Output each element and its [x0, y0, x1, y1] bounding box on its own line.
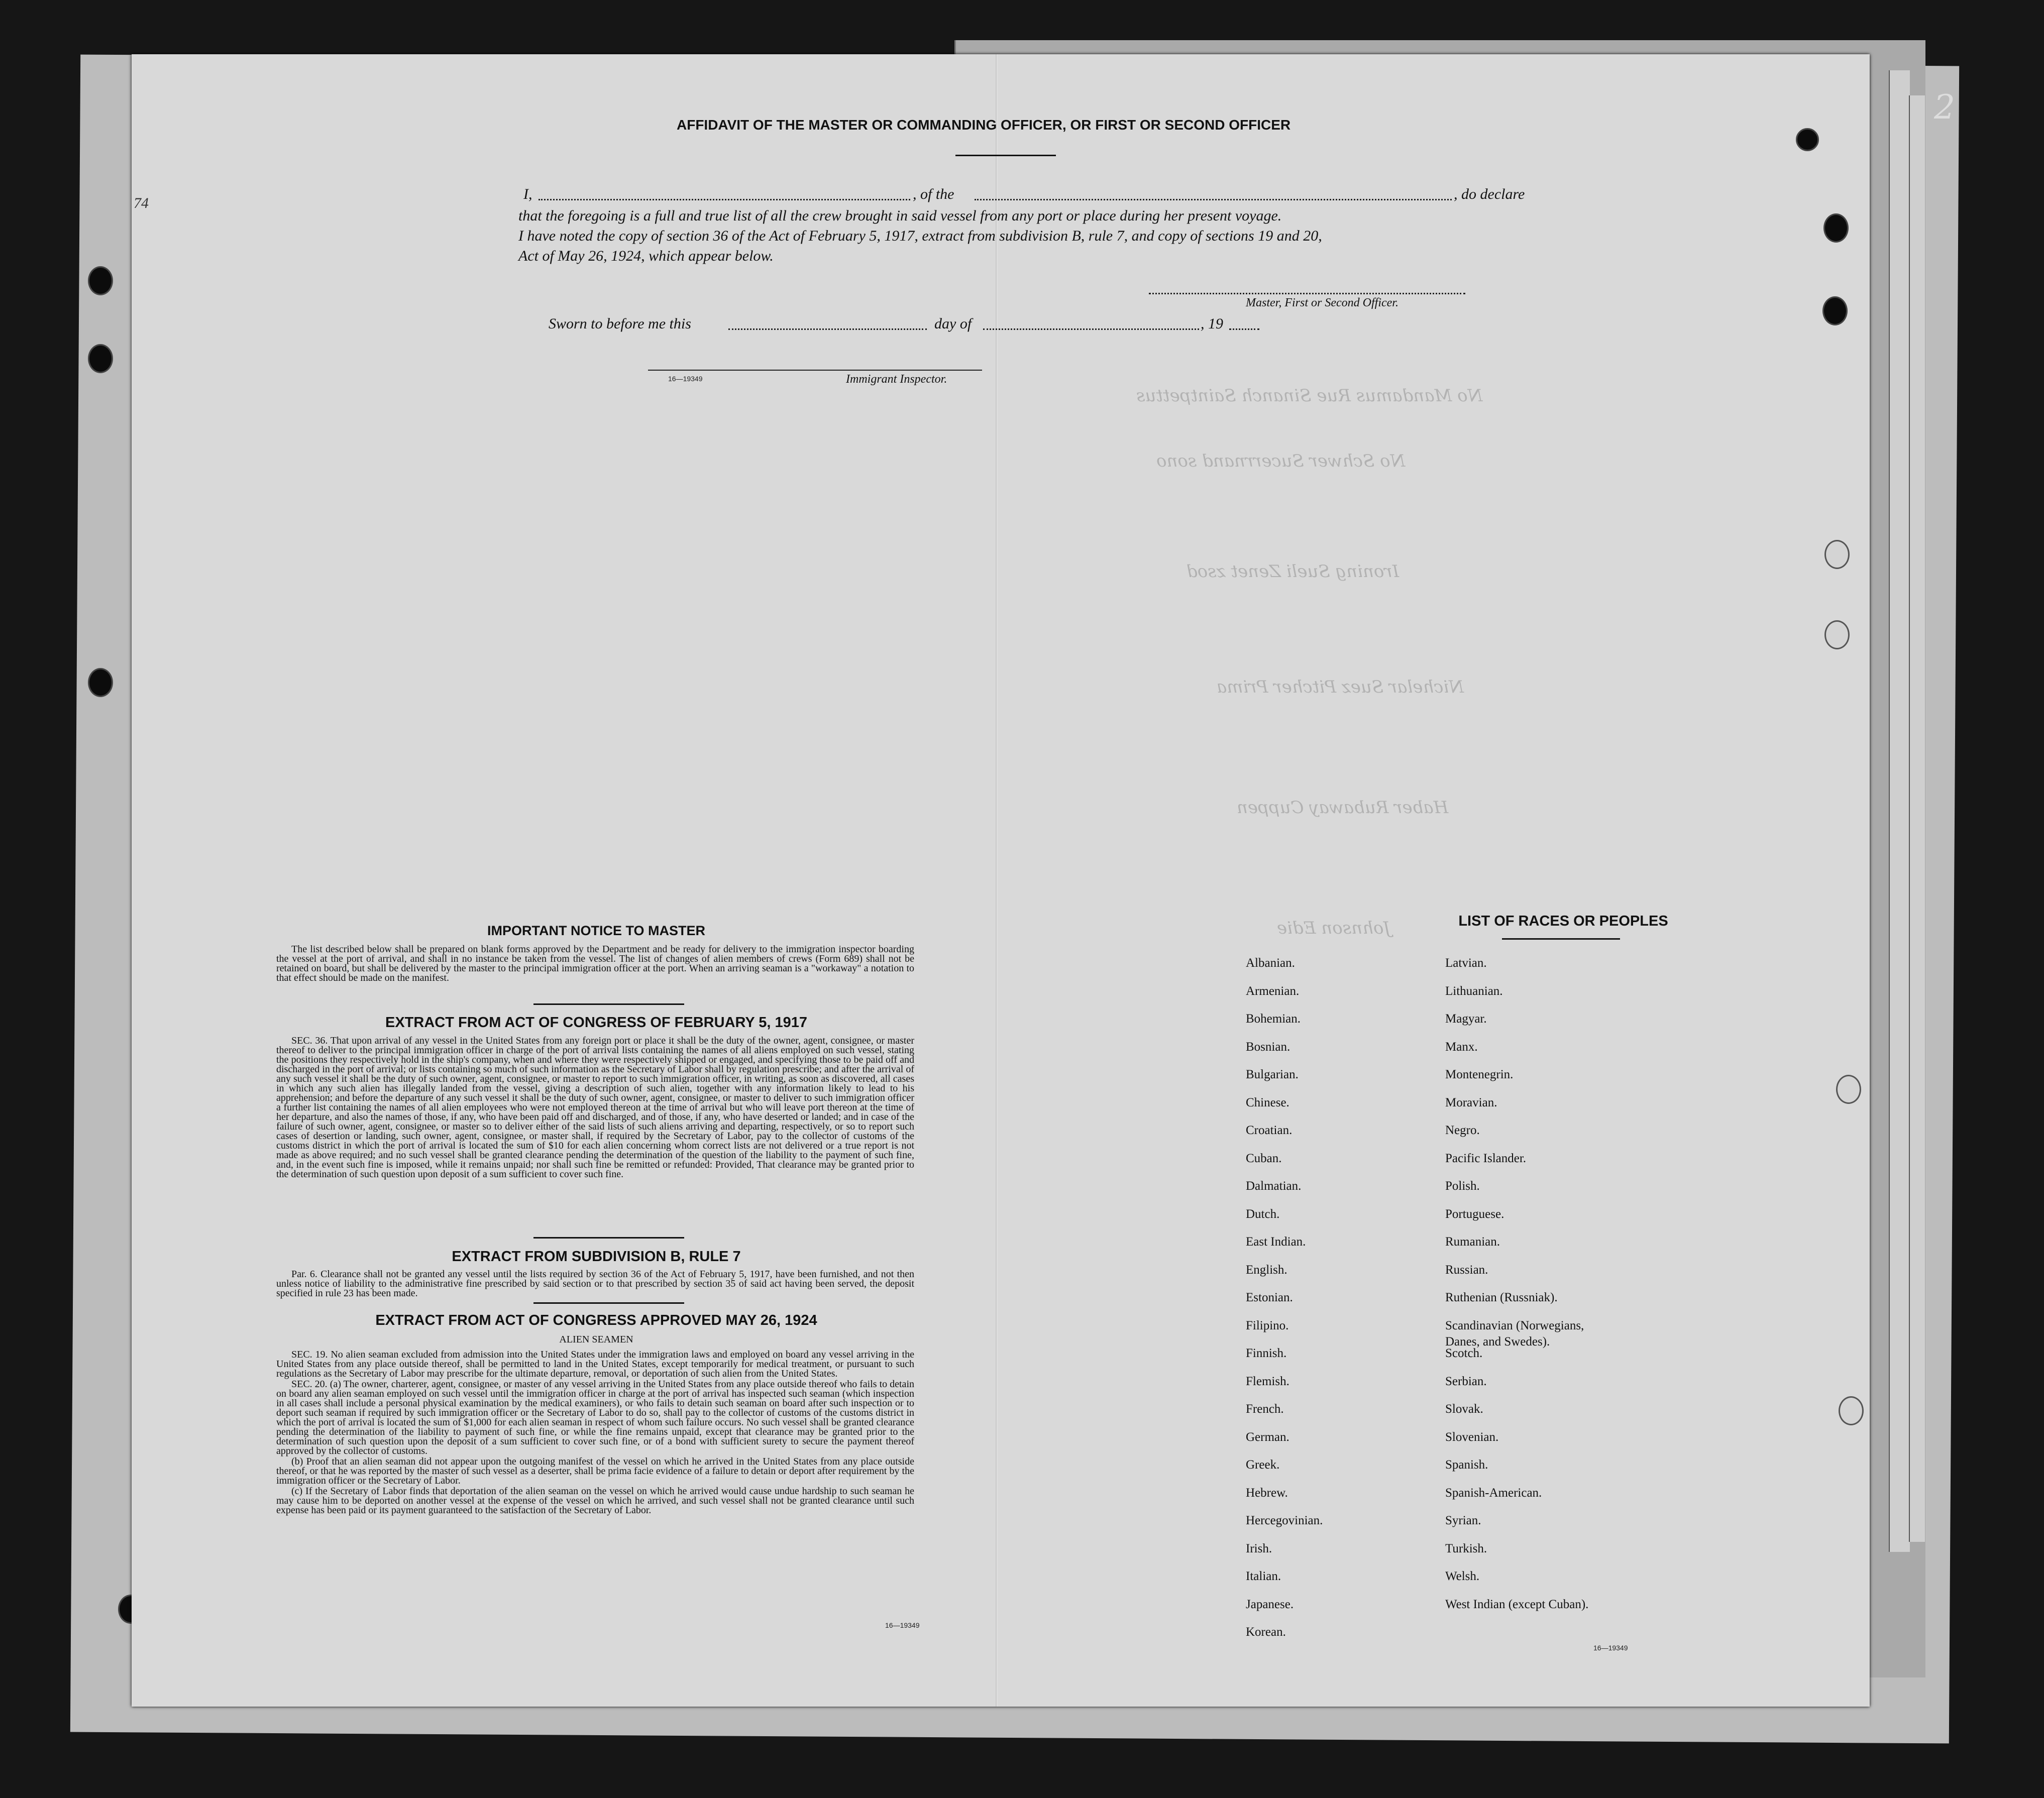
affidavit-line-2: that the foregoing is a full and true list of all the crew brought in said vessel from any port or place during her present voyage. [518, 207, 1282, 224]
race-item: Bohemian. [1246, 1012, 1301, 1026]
race-item: Croatian. [1246, 1123, 1293, 1137]
day-of-label: day of [934, 315, 972, 332]
sworn-year-line[interactable] [1229, 328, 1259, 330]
race-item: Polish. [1445, 1179, 1480, 1193]
races-form-code: 16—19349 [1593, 1644, 1628, 1652]
race-item: Filipino. [1246, 1318, 1289, 1332]
race-item: Chinese. [1246, 1095, 1289, 1109]
declarant-name-line[interactable] [539, 199, 910, 200]
notice-text [276, 945, 914, 984]
race-item: Italian. [1246, 1569, 1281, 1583]
race-item: Lithuanian. [1445, 984, 1503, 998]
sworn-month-line[interactable] [983, 328, 1199, 330]
race-item: Ruthenian (Russniak). [1445, 1291, 1558, 1304]
race-item: Irish. [1246, 1541, 1272, 1555]
section-20a-paragraph: SEC. 20. (a) The owner, charterer, agent, consignee, or master of any vessel arriving in the United States from any place outside thereof who fails to detain on board any alien seaman employed on such vessel until the immigration officer in charge at the port of arrival has inspected such seaman (which inspection in all cases shall include a personal physical examination by the medical examiners), or who fails to detain such seaman on board after such inspection or to deport such seaman if required by such immigration officer or the Secretary of Labor to do so, shall pay to the collector of customs of the customs district in which the port of arrival is located the sum of $1,000 for each alien seaman in respect of whom such failure occurs. No such vessel shall be granted clearance pending the determination of the liability to payment of such fine, or while the fine remains unpaid, except that clearance may be granted prior to the determination of such question upon the deposit of a sum sufficient to cover such fine, or of a bond with sufficient surety to secure the payment thereof approved by the collector of customs. [276, 1379, 914, 1456]
affidavit-title: AFFIDAVIT OF THE MASTER OR COMMANDING OFFICER, OR FIRST OR SECOND OFFICER [677, 117, 1291, 133]
race-item: Bosnian. [1246, 1040, 1290, 1054]
race-item: Syrian. [1445, 1514, 1481, 1527]
section-36-paragraph: SEC. 36. That upon arrival of any vessel in the United States from any foreign port or place it shall be the duty of the owner, agent, consignee, or master thereof to deliver to the principal immigration officer in charge of the port of arrival lists containing the names of all aliens employed on such vessel, stating the positions they respectively hold in the ship's company, when and where they were respectively shipped or engaged, and specifying those to be paid off and discharged in the port of arrival; or lists containing so much of such information as the Secretary of Labor shall by regulation prescribe; and after the arrival of any such vessel it shall be the duty of such owner, agent, consignee, or master to report to such immigration officer, in writing, as soon as discovered, all cases in which any such alien has illegally landed from the vessel, giving a description of such alien, together with any information likely to lead to his apprehension; and before the departure of any such vessel it shall be the duty of such owner, agent, consignee, or master to deliver to such immigration officer a further list containing the names of all alien employees who were not employed thereon at the time of arrival but who will leave port thereon at the time of her departure, and also the names of those, if any, who have been paid off and discharged, and of those, if any, who have deserted or landed; and in case of the failure of such owner, agent, consignee, or master so to deliver either of the said lists of such aliens arriving and departing, respectively, or so to report such cases of desertion or landing, such owner, agent, consignee, or master shall, if required by the Secretary of Labor, pay to the collector of customs of the customs district in which the port of arrival is located the sum of $10 for each alien concerning whom correct lists are not delivered or a true report is not made as above required; and no such vessel shall be granted clearance pending the determination of the question of the liability to the payment of such fine, and, in the event such fine is imposed, while it remains unpaid; nor shall such fine be remitted or refunded: Provided, That clearance may be granted prior to the determination of such question upon deposit of a sum sufficient to cover such fine. [276, 1035, 914, 1180]
section-20b-paragraph: (b) Proof that an alien seaman did not appear upon the outgoing manifest of the vessel on which he arrived in the United States from any place outside thereof, or that he was reported by the master of such vessel as a deserter, shall be prima facie evidence of a failure to detain or deport after requirement by the immigration officer or the Secretary of Labor. [276, 1456, 914, 1486]
race-item: Moravian. [1445, 1095, 1497, 1109]
race-item: Greek. [1246, 1458, 1280, 1472]
race-item: Bulgarian. [1246, 1068, 1299, 1081]
race-item: Dutch. [1246, 1207, 1280, 1221]
race-item: Welsh. [1445, 1569, 1480, 1583]
affidavit-line-3: I have noted the copy of section 36 of the Act of February 5, 1917, extract from subdivision B, rule 7, and copy of sections 19 and 20, [518, 228, 1322, 244]
page-stack-edge [1889, 70, 1910, 1552]
affidavit-sheet [132, 54, 1870, 1707]
section-19-paragraph: SEC. 19. No alien seaman excluded from admission into the United States under the immigration laws and employed on board any vessel arriving in the United States from any place outside thereof, shall be permitted to land in the United States, except temporarily for medical treatment, or pursuant to such regulations as the Secretary of Labor may prescribe for the ultimate departure, removal, or deportation of such alien from the United States. [276, 1349, 914, 1379]
master-signature-line[interactable] [1149, 293, 1465, 294]
notice-paragraph: The list described below shall be prepared on blank forms approved by the Department and be ready for delivery to the immigration inspector boarding the vessel at the port of arrival, and shall in no instance be taken from the vessel. The list of changes of alien members of crews (Form 689) shall not be retained on board, but shall be delivered by the master to the principal immigration officer at the port. When an arriving seaman is a "workaway" a notation to that effect should be made on the manifest. [276, 944, 914, 983]
margin-number: 74 [134, 195, 149, 211]
race-item: Spanish. [1445, 1458, 1488, 1472]
inspector-label: Immigrant Inspector. [846, 373, 947, 386]
race-item: Pacific Islander. [1445, 1151, 1527, 1165]
race-item: Portuguese. [1445, 1207, 1504, 1221]
sworn-day-line[interactable] [728, 328, 927, 330]
race-item: Slovak. [1445, 1402, 1483, 1416]
race-item: Cuban. [1246, 1151, 1282, 1165]
title-rule [955, 155, 1056, 156]
vessel-name-line[interactable] [975, 199, 1452, 200]
subdivision-b-text [276, 1270, 914, 1299]
alien-seamen-subtitle: ALIEN SEAMEN [559, 1334, 633, 1345]
bleed-through-handwriting: Nichelar Suez Pitcher Prima [1217, 677, 1464, 697]
extract-1924-title: EXTRACT FROM ACT OF CONGRESS APPROVED MAY 26, 1924 [375, 1312, 817, 1328]
race-item: Latvian. [1445, 956, 1487, 970]
master-signature-label: Master, First or Second Officer. [1246, 296, 1398, 309]
race-item: Hebrew. [1246, 1486, 1288, 1500]
affidavit-line-4: Act of May 26, 1924, which appear below. [518, 248, 774, 264]
of-the-label: , of the [913, 186, 954, 202]
race-item: Estonian. [1246, 1291, 1293, 1304]
race-item: Korean. [1246, 1625, 1286, 1639]
inspector-signature-line[interactable] [648, 370, 982, 371]
race-item: Montenegrin. [1445, 1068, 1514, 1081]
race-item: English. [1246, 1263, 1287, 1277]
bleed-through-handwriting: Ironing Sueli Zenet zsod [1187, 561, 1400, 582]
race-item: Turkish. [1445, 1541, 1487, 1555]
section-20c-paragraph: (c) If the Secretary of Labor finds that deportation of the alien seaman on the vessel on which he arrived would cause undue hardship to such seaman he may cause him to be deported on another vessel at the expense of the vessel on which he arrived, and such vessel shall not be granted clearance until such expense has been paid or its payment guaranteed to the satisfaction of the Secretary of Labor. [276, 1486, 914, 1516]
race-item: Serbian. [1445, 1374, 1487, 1388]
binder-hole [1836, 1075, 1861, 1104]
extract-1917-text [276, 1036, 914, 1180]
section-rule [533, 1302, 684, 1304]
race-item: Danes, and Swedes). [1445, 1334, 1550, 1348]
race-item: Flemish. [1246, 1374, 1289, 1388]
section-rule [533, 1003, 684, 1005]
year-label: , 19 [1201, 315, 1223, 332]
binder-hole [88, 266, 113, 295]
race-item: German. [1246, 1430, 1289, 1444]
race-item: Rumanian. [1445, 1235, 1500, 1249]
race-item: Russian. [1445, 1263, 1488, 1277]
do-declare-label: , do declare [1454, 186, 1525, 202]
race-item: Albanian. [1246, 956, 1295, 970]
section-rule [533, 1237, 684, 1239]
race-item: Japanese. [1246, 1597, 1294, 1611]
subdivision-b-title: EXTRACT FROM SUBDIVISION B, RULE 7 [452, 1249, 741, 1265]
extract-form-code: 16—19349 [885, 1621, 920, 1629]
race-item: Hercegovinian. [1246, 1514, 1323, 1527]
binder-hole [88, 344, 113, 373]
binder-hole [88, 668, 113, 697]
margin-number: 2 [1934, 88, 1955, 127]
declarant-label: I, [523, 186, 532, 202]
race-item: East Indian. [1246, 1235, 1306, 1249]
race-item: West Indian (except Cuban). [1445, 1597, 1589, 1611]
race-item: Slovenian. [1445, 1430, 1499, 1444]
races-title: LIST OF RACES OR PEOPLES [1458, 913, 1668, 929]
binder-hole [1822, 296, 1848, 325]
binder-hole [1839, 1396, 1864, 1425]
bleed-through-handwriting: No Mandamus Rue Sinanch Saintpettus [1136, 386, 1483, 406]
bleed-through-handwriting: No Schwer Sucerrnand sono [1156, 451, 1406, 471]
race-item: Magyar. [1445, 1012, 1487, 1026]
race-item: Scandinavian (Norwegians, [1445, 1318, 1584, 1332]
bleed-through-handwriting: Johnson Edie [1277, 918, 1391, 938]
binder-hole [1824, 620, 1850, 649]
binder-hole [1824, 540, 1850, 569]
race-item: Finnish. [1246, 1346, 1287, 1360]
binder-hole [1823, 213, 1849, 243]
extract-1924-text [276, 1350, 914, 1516]
race-item: French. [1246, 1402, 1284, 1416]
race-item: Dalmatian. [1246, 1179, 1302, 1193]
race-item: Negro. [1445, 1123, 1480, 1137]
page-stack-edge [1909, 95, 1925, 1542]
race-item: Manx. [1445, 1040, 1478, 1054]
sworn-label: Sworn to before me this [549, 315, 691, 332]
rule-7-paragraph: Par. 6. Clearance shall not be granted any vessel until the lists required by section 36 of the Act of February 5, 1917, have been furnished, and not then unless notice of liability to the administrative fine prescribed by said section or to that prescribed by section 35 of said act having been served, the deposit specified in rule 23 has been made. [276, 1269, 914, 1299]
page-fold [996, 54, 998, 1707]
bleed-through-handwriting: Haber Rubaway Cuppen [1237, 798, 1449, 818]
notice-title: IMPORTANT NOTICE TO MASTER [487, 923, 705, 938]
races-title-rule [1502, 938, 1620, 940]
binder-hole [1796, 128, 1819, 151]
race-item: Armenian. [1246, 984, 1300, 998]
extract-1917-title: EXTRACT FROM ACT OF CONGRESS OF FEBRUARY 5, 1917 [385, 1015, 808, 1031]
race-item: Spanish-American. [1445, 1486, 1542, 1500]
form-code: 16—19349 [668, 375, 703, 383]
race-item: Scotch. [1445, 1346, 1483, 1360]
